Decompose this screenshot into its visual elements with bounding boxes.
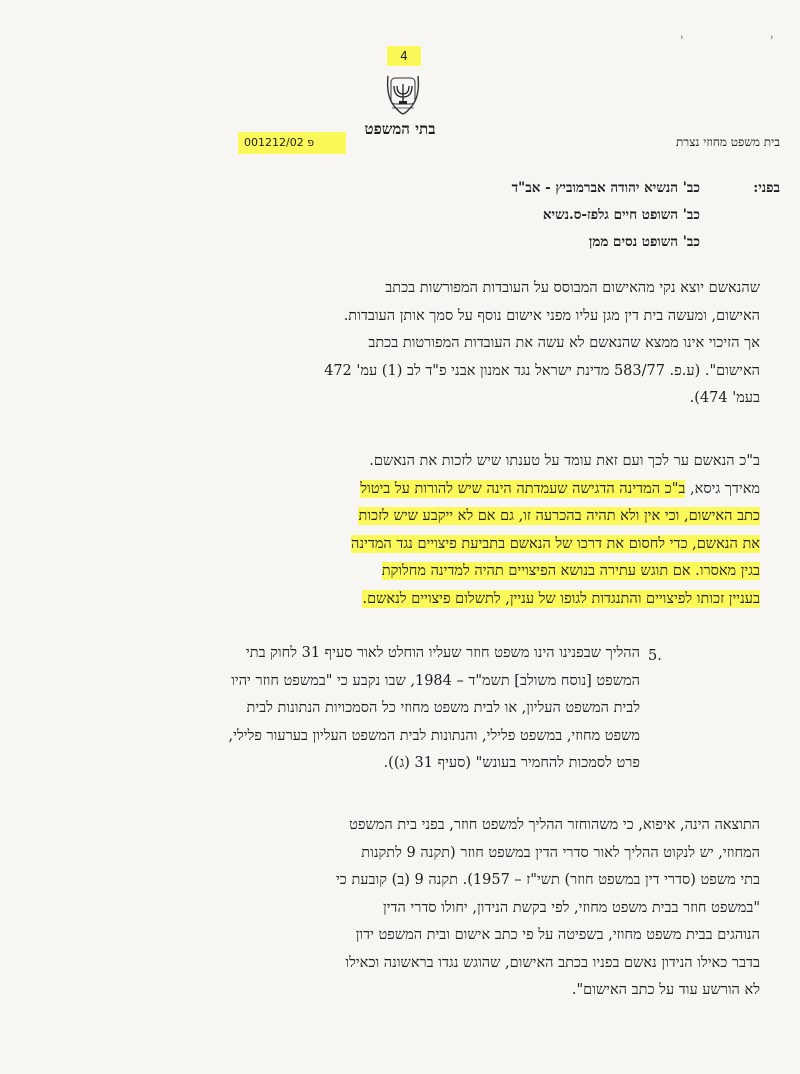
paragraph-defense-state [110, 448, 760, 613]
text-line: התוצאה הינה, איפוא, כי משהוחזר ההליך למשפט חוזר, בפני בית המשפט [349, 817, 760, 833]
highlighted-text: ב"כ המדינה הדגישה שעמדתה הינה שיש להורות על ביטול [360, 480, 686, 497]
item-number: 5. [648, 648, 662, 664]
text-line: המשפט [נוסח משולב] תשמ"ד – 1984, שבו נקבע כי "במשפט חוזר יהיו [231, 672, 640, 689]
text-line: בתי משפט (סדרי דין במשפט חוזר) תשי"ז – 1957). תקנה 9 (ב) קובעת כי [335, 872, 760, 888]
text-line: ב"כ הנאשם ער לכך ועם זאת עומד על טענתו שיש לזכות את הנאשם. [369, 453, 760, 469]
text-line: הנוהגים בבית משפט מחוזי, בשפיטה על פי כתב אישום ובית המשפט ידון [355, 927, 760, 943]
text-line: בדבר כאילו הנידון נאשם בפניו בכתב האישום, שהוגש נגדו בראשונה וכאילו [345, 954, 760, 971]
file-number: 001212/02 פ [238, 132, 346, 154]
page-number: 4 [387, 46, 421, 66]
text-line: שהנאשם יוצא נקי מהאישום המבוסס על העובדות המפורשות בכתב [385, 280, 760, 296]
text-line [110, 558, 760, 586]
text-line [110, 531, 760, 559]
text-fragment: מאידך גיסא, [685, 480, 760, 497]
menorah-emblem-icon [380, 72, 426, 118]
text-line: המחוזי, יש לנקוט ההליך לאור סדרי הדין במשפט חוזר (תקנה 9 לתקנות [361, 844, 760, 861]
highlighted-text: בגין מאסרו. אם תוגש עתירה בנושא הפיצויים תהיה למדינה מחלוקת [381, 563, 760, 579]
text-line [110, 476, 760, 504]
paragraph-item-5 [120, 640, 640, 778]
text-line: ההליך שבפנינו הינו משפט חוזר שעליו הוחלט לאור סעיף 31 לחוק בתי [245, 645, 640, 661]
text-line: לבית המשפט העליון, או לבית משפט מחוזי כל הסמכויות הנתונות לבית [246, 700, 640, 716]
judge-line: כב' השופט חיים גלפז-ס.נשיא [542, 207, 700, 223]
court-name: בית משפט מחוזי נצרת [675, 135, 780, 149]
scan-mark: ' [770, 34, 774, 49]
highlighted-text: את הנאשם, כדי לחסום את דרכו של הנאשם בתביעת פיצויים נגד המדינה [351, 535, 760, 552]
text-line [110, 586, 760, 614]
text-line: פרט לסמכות להחמיר בעונש" (סעיף 31 (ג)). [383, 755, 640, 771]
court-title: בתי המשפט [364, 120, 436, 138]
text-line: בעמ' 474). [689, 390, 760, 406]
paragraph-quote [110, 275, 760, 413]
text-line: משפט מחוזי, במשפט פלילי, והנתונות לבית המשפט העליון בערעור פלילי, [228, 727, 640, 744]
highlighted-text: בעניין זכותו לפיצויים והתנגדות לגופו של עניין, לתשלום פיצויים לנאשם. [362, 590, 760, 607]
text-line: האישום". (ע.פ. 583/77 מדינת ישראל נגד אמנון אבני פ"ד לב (1) עמ' 472 [324, 362, 760, 379]
text-line: האישום, ומעשה בית דין מגן עליו מפני אישום נוסף על סמך אותן העובדות. [343, 307, 760, 324]
judge-line: כב' הנשיא יהודה אברמוביץ - אב"ד [511, 180, 700, 196]
text-line: לא הורשע עוד על כתב האישום". [571, 982, 760, 998]
highlighted-text: כתב האישום, וכי אין ולא תהיה בהכרעה זו, גם אם לא ייקבע שיש לזכות [358, 508, 760, 524]
text-line: "במשפט חוזר בבית משפט מחוזי, לפי בקשת הנידון, יחולו סדרי הדין [382, 899, 760, 916]
text-line: אך הזיכוי אינו ממצא שהנאשם לא עשה את העובדות המפורטות בכתב [368, 335, 760, 351]
scan-mark: ' [680, 34, 684, 49]
bench-label: בפני: [753, 180, 780, 196]
text-line [110, 503, 760, 531]
paragraph-result [110, 812, 760, 1005]
judge-line: כב' השופט נסים ממן [588, 234, 700, 250]
